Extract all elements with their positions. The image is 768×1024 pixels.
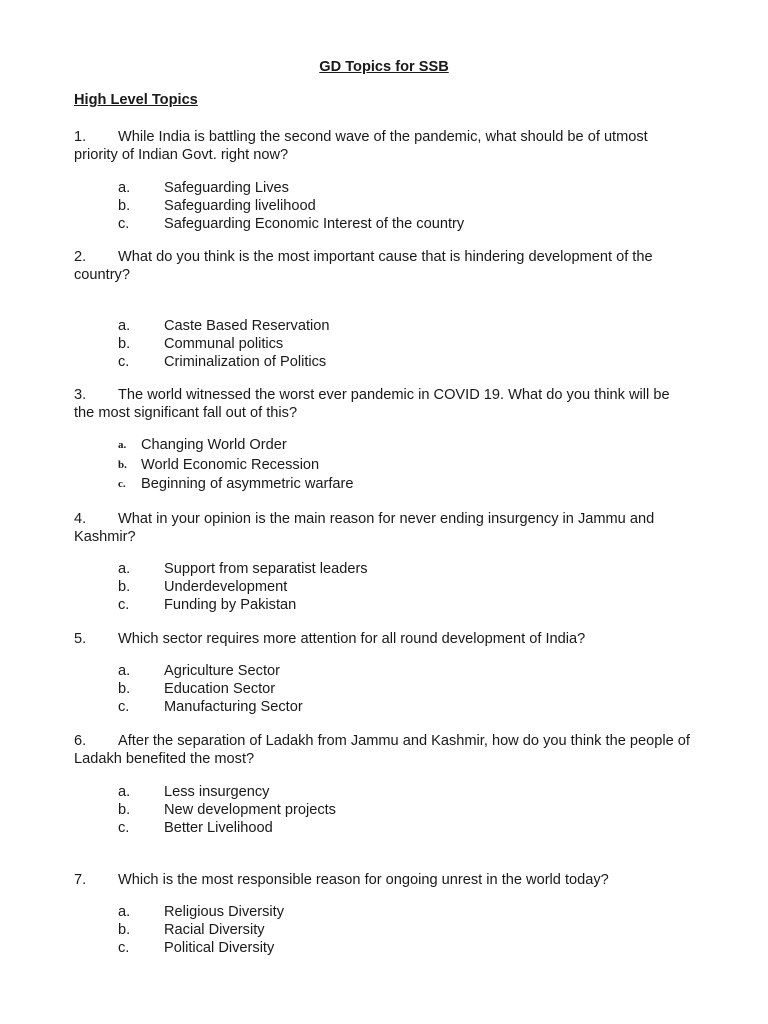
list-item: [118, 819, 336, 837]
list-item: [118, 578, 368, 596]
question-1: [74, 128, 692, 164]
options-list-4: [118, 560, 368, 614]
question-7: [74, 871, 692, 889]
option-letter: b.: [118, 922, 131, 938]
question-3: [74, 386, 692, 422]
option-text: Religious Diversity: [164, 904, 285, 920]
option-letter: b.: [118, 336, 131, 352]
option-text: Manufacturing Sector: [164, 699, 303, 715]
option-letter: c.: [118, 597, 130, 613]
list-item: [118, 921, 284, 939]
option-text: Changing World Order: [141, 437, 287, 453]
list-item: [118, 596, 368, 614]
option-letter: c.: [118, 940, 130, 956]
option-text: Safeguarding livelihood: [164, 198, 316, 214]
option-text: Safeguarding Lives: [164, 180, 289, 196]
option-letter: c.: [118, 216, 130, 232]
list-item: [118, 680, 303, 698]
option-text: World Economic Recession: [141, 456, 320, 473]
option-letter: a.: [118, 318, 131, 334]
option-letter: a.: [118, 663, 131, 679]
list-item: [118, 215, 464, 233]
question-6: [74, 732, 692, 768]
option-text: Political Diversity: [164, 940, 275, 956]
list-item: [118, 560, 368, 578]
option-letter: a.: [118, 904, 131, 920]
list-item: [118, 903, 284, 921]
option-text: Underdevelopment: [164, 579, 288, 595]
question-2: [74, 248, 692, 284]
list-item: [118, 475, 354, 495]
question-number: 3.: [74, 387, 87, 403]
list-item: [118, 698, 303, 716]
option-letter: b.: [118, 458, 127, 471]
option-letter: a.: [118, 784, 131, 800]
list-item: [118, 353, 329, 371]
option-text: Less insurgency: [164, 784, 270, 800]
option-letter: c.: [118, 699, 130, 715]
question-number: 1.: [74, 129, 87, 145]
list-item: [118, 436, 354, 456]
list-item: [118, 335, 329, 353]
option-text: Funding by Pakistan: [164, 597, 297, 613]
question-text: What do you think is the most important cause that is hindering development of the country?: [74, 249, 653, 283]
question-number: 6.: [74, 733, 87, 749]
question-text: While India is battling the second wave of the pandemic, what should be of utmost priority of Indian Govt. right now?: [74, 129, 648, 163]
question-text: Which sector requires more attention for all round development of India?: [118, 631, 586, 647]
option-letter: c.: [118, 354, 130, 370]
option-text: Agriculture Sector: [164, 663, 280, 679]
option-letter: a.: [118, 439, 127, 451]
question-text: The world witnessed the worst ever pandemic in COVID 19. What do you think will be the most significant fall out of this?: [74, 387, 670, 421]
list-item: [118, 179, 464, 197]
option-letter: a.: [118, 561, 131, 577]
list-item: [118, 317, 329, 335]
list-item: [118, 783, 336, 801]
option-text: Better Livelihood: [164, 820, 273, 836]
question-text: After the separation of Ladakh from Jammu and Kashmir, how do you think the people of Ladakh benefited the most?: [74, 733, 690, 767]
document-title: GD Topics for SSB: [319, 59, 449, 75]
option-text: Communal politics: [164, 336, 284, 352]
option-letter: c.: [118, 820, 130, 836]
section-heading: High Level Topics: [74, 92, 198, 108]
question-text: What in your opinion is the main reason for never ending insurgency in Jammu and Kashmir?: [74, 511, 655, 545]
list-item: [118, 801, 336, 819]
question-number: 5.: [74, 631, 87, 647]
option-text: Racial Diversity: [164, 922, 265, 938]
option-letter: c.: [118, 478, 126, 490]
option-letter: a.: [118, 180, 131, 196]
options-list-5: [118, 662, 303, 716]
question-4: [74, 510, 692, 546]
option-text: Criminalization of Politics: [164, 354, 327, 370]
options-list-3: [118, 436, 354, 495]
option-text: Support from separatist leaders: [164, 561, 368, 577]
question-number: 2.: [74, 249, 87, 265]
list-item: [118, 456, 354, 476]
options-list-2: [118, 317, 329, 371]
option-text: Safeguarding Economic Interest of the country: [164, 216, 465, 232]
option-text: Caste Based Reservation: [164, 318, 330, 334]
option-letter: b.: [118, 579, 131, 595]
options-list-7: [118, 903, 284, 957]
question-5: [74, 630, 692, 648]
list-item: [118, 197, 464, 215]
question-text: Which is the most responsible reason for ongoing unrest in the world today?: [118, 872, 609, 888]
options-list-6: [118, 783, 336, 837]
option-letter: b.: [118, 681, 131, 697]
option-text: New development projects: [164, 802, 336, 818]
list-item: [118, 662, 303, 680]
option-letter: b.: [118, 198, 131, 214]
options-list-1: [118, 179, 464, 233]
question-number: 7.: [74, 872, 87, 888]
option-text: Education Sector: [164, 681, 276, 697]
list-item: [118, 939, 284, 957]
option-text: Beginning of asymmetric warfare: [141, 476, 354, 492]
option-letter: b.: [118, 802, 131, 818]
question-number: 4.: [74, 511, 87, 527]
